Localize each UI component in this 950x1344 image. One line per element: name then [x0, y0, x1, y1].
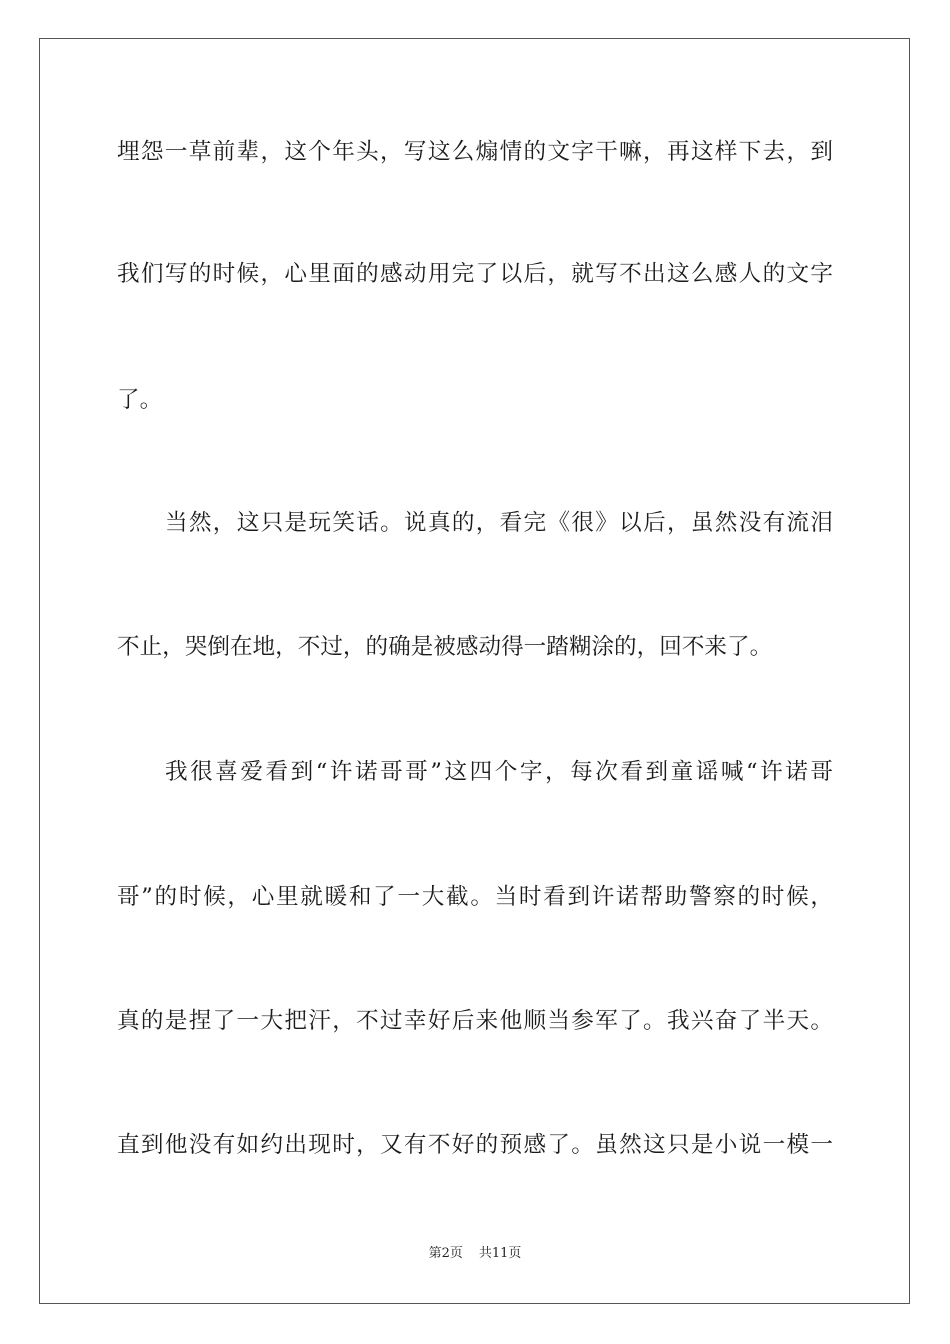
page-border	[39, 38, 910, 1304]
text-line-5: 不止，哭倒在地，不过，的确是被感动得一踏糊涂的，回不来了。	[117, 634, 773, 660]
page-number: 第2页	[428, 1246, 463, 1261]
page-total: 共11页	[478, 1246, 522, 1261]
page-footer	[0, 1245, 950, 1263]
text-line-4: 当然，这只是玩笑话。说真的，看完《很》以后，虽然没有流泪	[165, 510, 833, 536]
text-line-2: 我们写的时候，心里面的感动用完了以后，就写不出这么感人的文字	[117, 261, 833, 287]
text-line-9: 直到他没有如约出现时，又有不好的预感了。虽然这只是小说一模一	[117, 1132, 833, 1158]
text-line-3: 了。	[117, 387, 163, 413]
text-line-1: 埋怨一草前辈，这个年头，写这么煽情的文字干嘛，再这样下去，到	[117, 139, 833, 165]
text-line-7: 哥”的时候，心里就暖和了一大截。当时看到许诺帮助警察的时候，	[117, 884, 833, 910]
text-line-8: 真的是捏了一大把汗，不过幸好后来他顺当参军了。我兴奋了半天。	[117, 1008, 833, 1034]
text-line-6: 我很喜爱看到“许诺哥哥”这四个字，每次看到童谣喊“许诺哥	[165, 759, 833, 785]
